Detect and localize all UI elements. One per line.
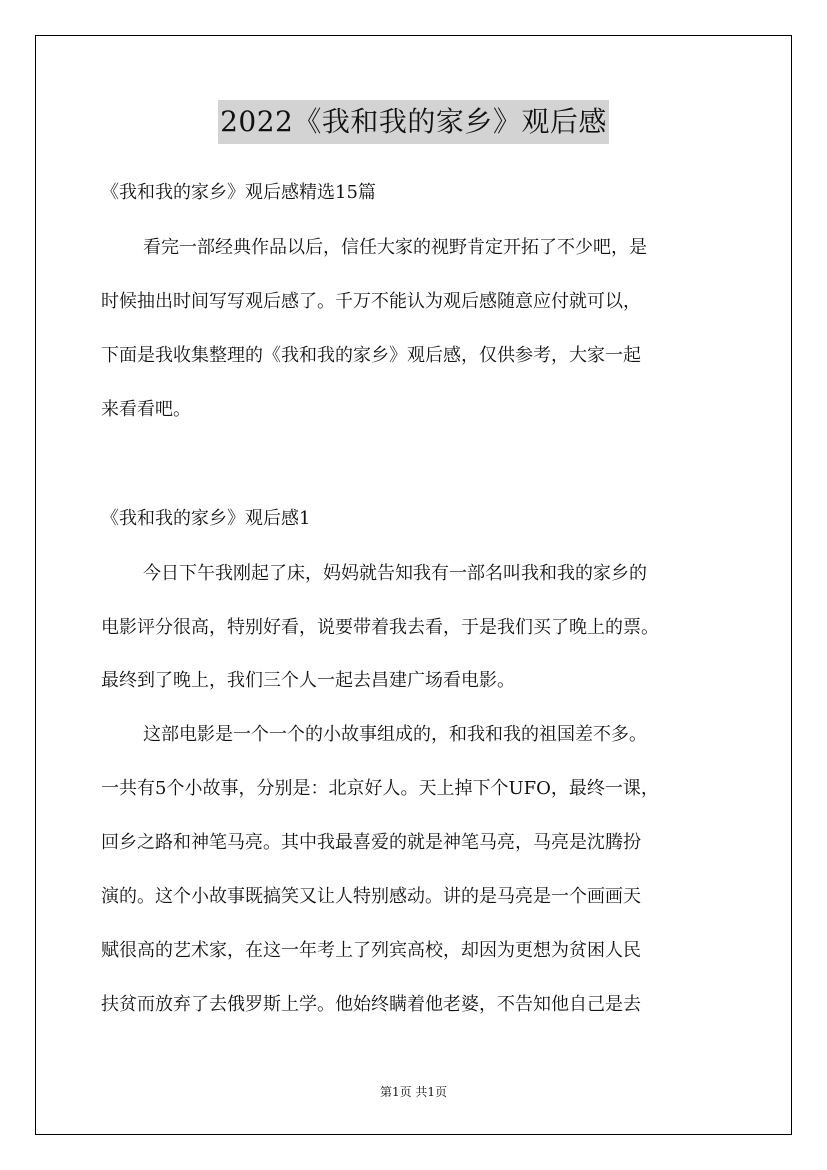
body-line-8: 赋很高的艺术家，在这一年考上了列宾高校，却因为更想为贫困人民 <box>101 940 641 961</box>
body-line-1: 今日下午我刚起了床，妈妈就告知我有一部名叫我和我的家乡的 <box>143 563 647 584</box>
title-wrap <box>0 100 827 144</box>
intro-line-3: 下面是我收集整理的《我和我的家乡》观后感，仅供参考，大家一起 <box>101 345 641 366</box>
body-line-5: 一共有5个小故事，分别是：北京好人。天上掉下个UFO，最终一课， <box>101 778 659 799</box>
body-line-3: 最终到了晚上，我们三个人一起去昌建广场看电影。 <box>101 670 515 691</box>
intro-line-4: 来看看吧。 <box>101 399 191 420</box>
body-line-6: 回乡之路和神笔马亮。其中我最喜爱的就是神笔马亮，马亮是沈腾扮 <box>101 832 641 853</box>
document-subtitle: 《我和我的家乡》观后感精选15篇 <box>101 182 376 203</box>
body-line-7: 演的。这个小故事既搞笑又让人特别感动。讲的是马亮是一个画画天 <box>101 886 641 907</box>
body-line-2: 电影评分很高，特别好看，说要带着我去看，于是我们买了晚上的票。 <box>101 617 659 638</box>
page-footer: 第1页 共1页 <box>379 1085 448 1099</box>
body-line-4: 这部电影是一个一个的小故事组成的，和我和我的祖国差不多。 <box>143 724 647 745</box>
section-heading: 《我和我的家乡》观后感1 <box>101 508 311 529</box>
body-line-9: 扶贫而放弃了去俄罗斯上学。他始终瞒着他老婆，不告知他自己是去 <box>101 994 641 1015</box>
document-title: 2022《我和我的家乡》观后感 <box>218 100 609 144</box>
intro-line-2: 时候抽出时间写写观后感了。千万不能认为观后感随意应付就可以， <box>101 291 641 312</box>
intro-line-1: 看完一部经典作品以后，信任大家的视野肯定开拓了不少吧，是 <box>143 237 647 258</box>
